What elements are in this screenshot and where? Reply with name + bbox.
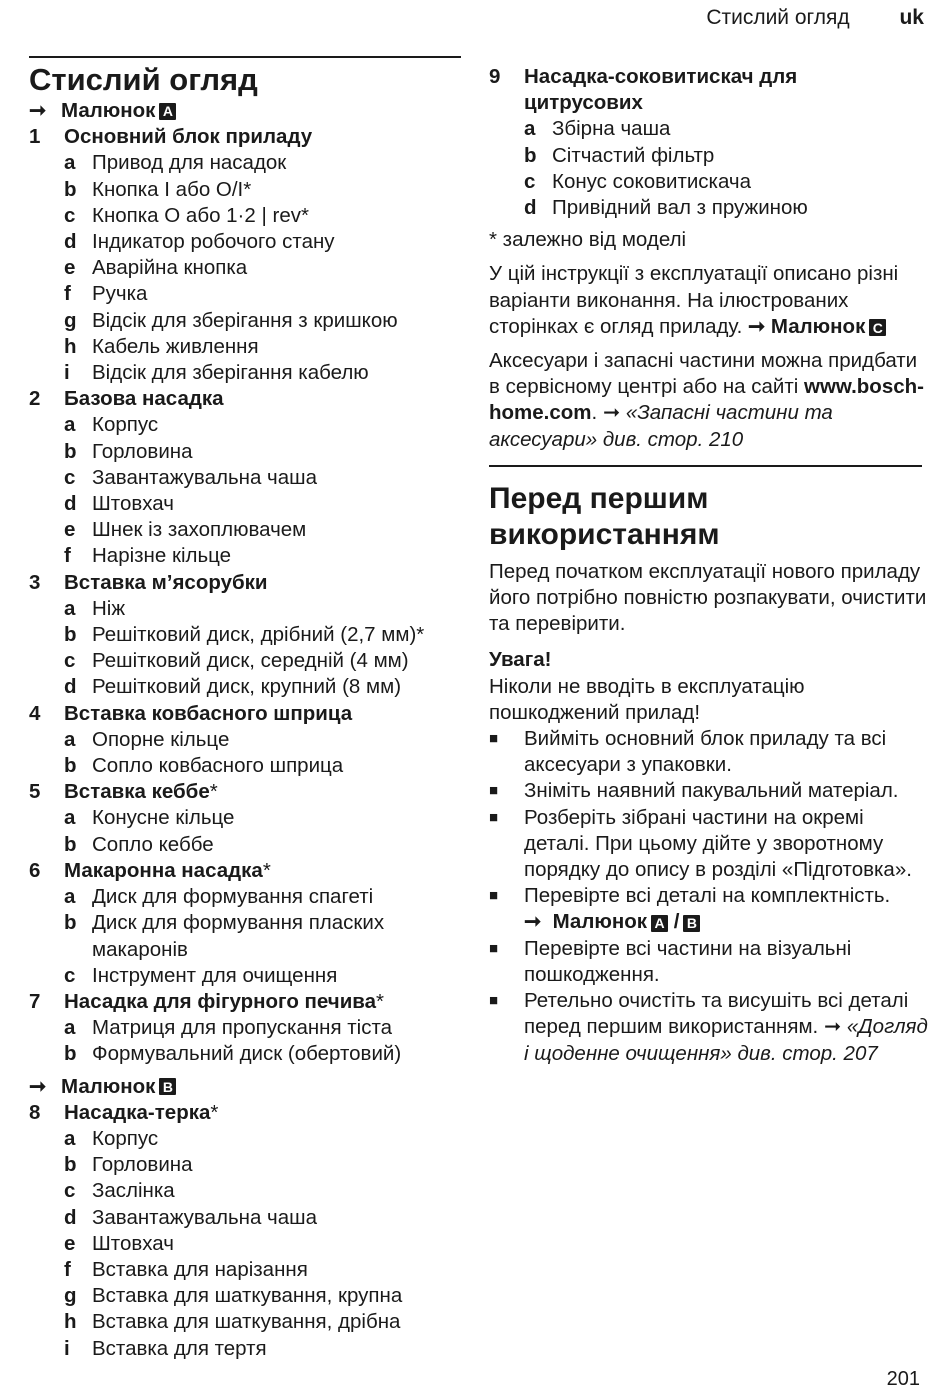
bullet-item: ■ Зніміть наявний пакувальний матеріал. — [489, 778, 929, 804]
section-5: 5 Вставка кеббе * a Конусне кільце b Сопло кеббе — [29, 780, 235, 856]
section-3: 3 Вставка м’ясорубки a Ніж b Решітковий диск, дрібний (2,7 мм)* c Решітковий диск, середній (4 мм) d Решітковий диск, крупний (8 мм) — [29, 570, 425, 699]
arrow-right-icon: ➞ — [748, 314, 766, 338]
bullet-item: ■ Вийміть основний блок приладу та всі аксесуари з упаковки. — [489, 726, 929, 778]
section-4: 4 Вставка ковбасного шприца a Опорне кільце b Сопло ковбасного шприца — [29, 701, 353, 778]
warning-title: Увага! — [489, 648, 552, 672]
bullet-square-icon: ■ — [489, 808, 499, 826]
item-title: Вставка ковбасного шприца — [64, 701, 353, 725]
figure-ref-a-b: ➞ Малюнок A / B — [524, 910, 700, 933]
website-link[interactable]: www.bosch-home.com — [489, 375, 924, 425]
item-title: Вставка м’ясорубки — [64, 570, 268, 594]
header-section-title: Стислий огляд — [706, 6, 850, 29]
bullet-square-icon: ■ — [489, 887, 499, 905]
paragraph-variants: У цій інструкції з експлуатації описано різні варіанти виконання. На ілюстрованих сторінках є огляд приладу. ➞ Малюнок C — [489, 262, 899, 338]
section-8: 8 Насадка-терка * a Корпус b Горловина c Заслінка d Завантажувальна чаша e Штовхач f Вставка для нарізання g Вставка для шаткування, крупна h Вставка для шаткування, дрібна i Вставка для тертя — [29, 1100, 403, 1360]
figure-ref-b: ➞ Малюнок B — [29, 1074, 469, 1100]
arrow-right-icon: ➞ — [602, 401, 621, 425]
figure-letter-a: A — [159, 103, 176, 120]
bullet-square-icon: ■ — [489, 992, 499, 1010]
item-title: Базова насадка — [64, 387, 224, 411]
item-title: Основний блок приладу — [64, 125, 313, 149]
arrow-right-icon: ➞ — [823, 1015, 842, 1039]
figure-letter-b: B — [683, 915, 700, 932]
cross-reference-spare-parts[interactable]: «Запасні частини та аксесуари» див. стор. 210 — [489, 401, 833, 451]
page-header — [706, 6, 924, 30]
item-title: Вставка кеббе — [64, 780, 210, 804]
section-9: 9 Насадка-соковитискач для цитрусових a Збірна чаша b Сітчастий фільтр c Конус соковитискача d Привідний вал з пружиною — [489, 64, 929, 221]
item-title: Насадка-терка — [64, 1100, 211, 1124]
section-6: 6 Макаронна насадка * a Диск для формування спагеті b Диск для формування пласких макаронів c Інструмент для очищення — [29, 858, 385, 987]
bullet-item: ■ Перевірте всі частини на візуальні пошкодження. — [489, 936, 929, 988]
figure-letter-c: C — [869, 319, 886, 336]
left-column — [29, 62, 469, 1362]
section-title-before-first-use: Перед першим використанням — [489, 481, 720, 551]
bullet-square-icon: ■ — [489, 939, 499, 957]
bullet-item: ■ Розберіть зібрані частини на окремі деталі. При цьому дійте у зворотному порядку до опису в розділі «Підготовка». — [489, 805, 929, 884]
header-language: uk — [899, 6, 924, 29]
right-column — [489, 64, 929, 1067]
cross-reference-care[interactable]: «Догляд і щоденне очищення» див. стор. 207 — [524, 1015, 928, 1065]
item-title: Насадка-соковитискач для цитрусових — [524, 65, 798, 115]
paragraph-before-use: Перед початком експлуатації нового приладу його потрібно повністю розпакувати, очистити та перевірити. — [489, 559, 927, 636]
section-2: 2 Базова насадка a Корпус b Горловина c Завантажувальна чаша d Штовхач e Шнек із захоплювачем f Нарізне кільце — [29, 387, 317, 568]
bullet-item: ■ Перевірте всі деталі на комплектність. ➞ Малюнок A / B — [489, 883, 929, 935]
warning-text: Ніколи не вводіть в експлуатацію пошкоджений прилад! — [489, 674, 805, 724]
item-title: Макаронна насадка — [64, 858, 263, 882]
arrow-right-icon: ➞ — [524, 910, 542, 934]
bullet-square-icon: ■ — [489, 730, 499, 748]
page-number: 201 — [886, 1368, 920, 1390]
bullet-item: ■ Ретельно очистіть та висушіть всі деталі перед першим використанням. ➞ «Догляд і щоденне очищення» див. стор. 207 — [489, 988, 929, 1067]
left-top-rule — [29, 56, 461, 58]
section-1: 1 Основний блок приладу a Привод для насадок b Кнопка I або O/I* c Кнопка O або 1·2 | rev* d Індикатор робочого стану e Аварійна кнопка f Ручка g Відсік для зберігання з кришкою h Кабель живлення i Відсік для зберігання кабелю — [29, 125, 398, 385]
section-7: 7 Насадка для фігурного печива * a Матриця для пропускання тіста b Формувальний диск (обертовий) — [29, 989, 402, 1066]
figure-ref-a: ➞ Малюнок A — [29, 98, 469, 124]
model-note: * залежно від моделі — [489, 228, 687, 252]
paragraph-accessories: Аксесуари і запасні частини можна придбати в сервісному центрі або на сайті www.bosch-home.com. ➞ «Запасні частини та аксесуари» див. стор. 210 — [489, 349, 924, 451]
figure-letter-b: B — [159, 1078, 176, 1095]
bullet-square-icon: ■ — [489, 782, 499, 800]
item-title: Насадка для фігурного печива — [64, 989, 377, 1013]
section-title-overview: Стислий огляд — [29, 62, 258, 97]
arrow-right-icon: ➞ — [29, 99, 47, 122]
figure-letter-a: A — [651, 915, 668, 932]
figure-ref-c: ➞ Малюнок C — [748, 315, 886, 338]
arrow-right-icon: ➞ — [29, 1074, 47, 1098]
